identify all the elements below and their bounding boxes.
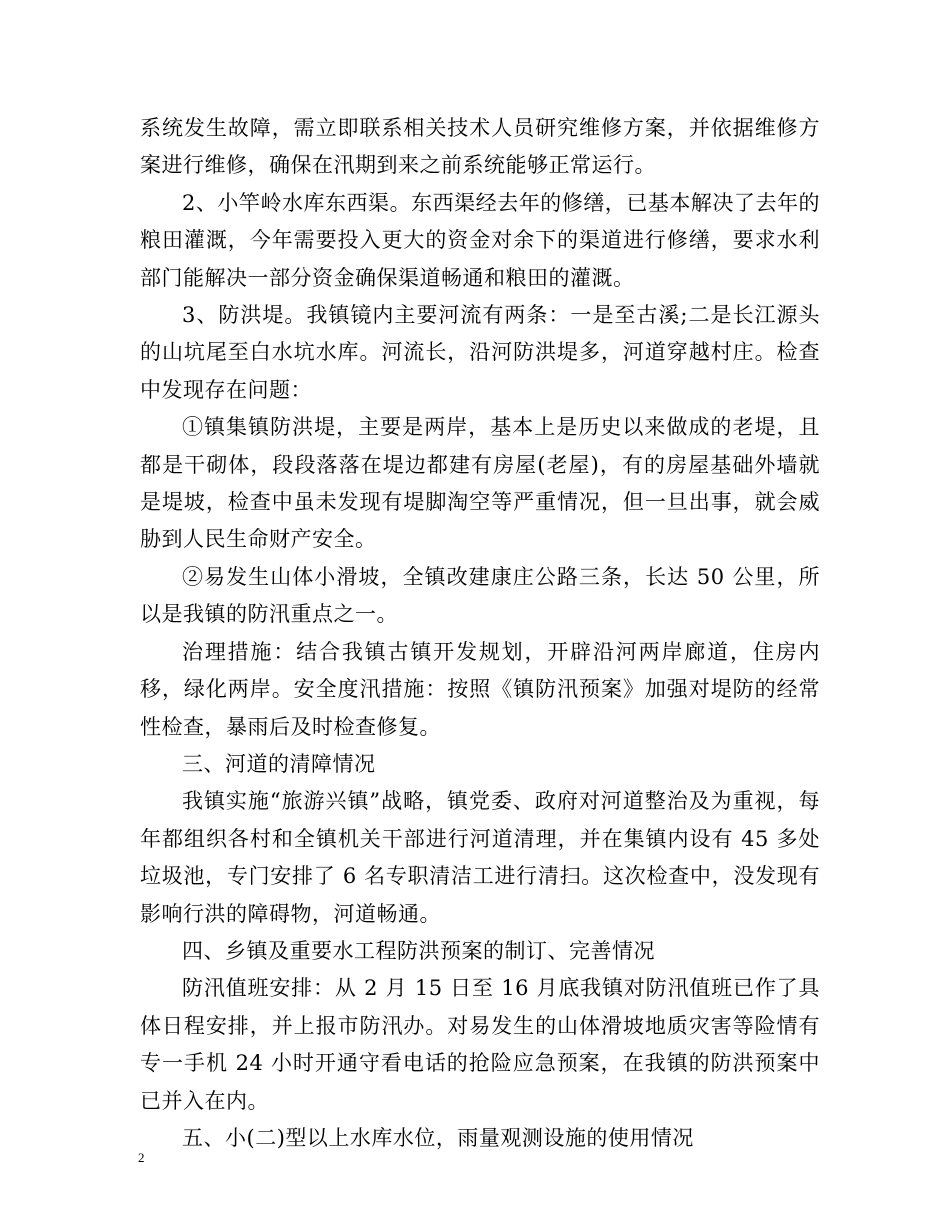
paragraph-continuation: 系统发生故障，需立即联系相关技术人员研究维修方案，并依据维修方案进行维修，确保在汛期到来之前系统能够正常运行。 bbox=[140, 116, 820, 178]
paragraph-east-west-canal: 2、小竿岭水库东西渠。东西渠经去年的修缮，已基本解决了去年的粮田灌溉，今年需要投入更大的资金对余下的渠道进行修缮，要求水利部门能解决一部分资金确保渠道畅通和粮田的灌溉。 bbox=[140, 190, 820, 290]
paragraph-landslide-issue: ②易发生山体小滑坡，全镇改建康庄公路三条，长达 50 公里，所以是我镇的防汛重点之一。 bbox=[140, 564, 820, 627]
paragraph-flood-dike: 3、防洪堤。我镇镜内主要河流有两条：一是至古溪;二是长江源头的山坑尾至白水坑水库。河流长，沿河防洪堤多，河道穿越村庄。检查中发现存在问题： bbox=[140, 303, 820, 402]
section-heading-reservoir-monitoring: 五、小(二)型以上水库水位，雨量观测设施的使用情况 bbox=[182, 1125, 694, 1150]
document-body bbox=[140, 110, 820, 1157]
paragraph-river-clearing: 我镇实施“旅游兴镇”战略，镇党委、政府对河道整治及为重视，每年都组织各村和全镇机关干部进行河道清理，并在集镇内设有 45 多处垃圾池，专门安排了 6 名专职清洁工进行清扫。这次检查中，没发现有影响行洪的障碍物，河道畅通。 bbox=[140, 789, 820, 926]
paragraph-town-dike-issue: ①镇集镇防洪堤，主要是两岸，基本上是历史以来做成的老堤，且都是干砌体，段段落落在堤边都建有房屋(老屋)，有的房屋基础外墙就是堤坡，检查中虽未发现有堤脚淘空等严重情况，但一旦出事，就会威胁到人民生命财产安全。 bbox=[140, 415, 820, 552]
paragraph-measures: 治理措施：结合我镇古镇开发规划，开辟沿河两岸廊道，住房内移，绿化两岸。安全度汛措施：按照《镇防汛预案》加强对堤防的经常性检查，暴雨后及时检查修复。 bbox=[140, 639, 820, 739]
section-heading-flood-plans: 四、乡镇及重要水工程防洪预案的制订、完善情况 bbox=[182, 938, 655, 963]
paragraph-duty-schedule: 防汛值班安排：从 2 月 15 日至 16 月底我镇对防汛值班已作了具体日程安排，并上报市防汛办。对易发生的山体滑坡地质灾害等险情有专一手机 24 小时开通守看电话的抢险应急预案，在我镇的防洪预案中已并入在内。 bbox=[140, 976, 820, 1113]
page-number: 2 bbox=[138, 1150, 145, 1165]
section-heading-river-clearing: 三、河道的清障情况 bbox=[182, 751, 376, 776]
